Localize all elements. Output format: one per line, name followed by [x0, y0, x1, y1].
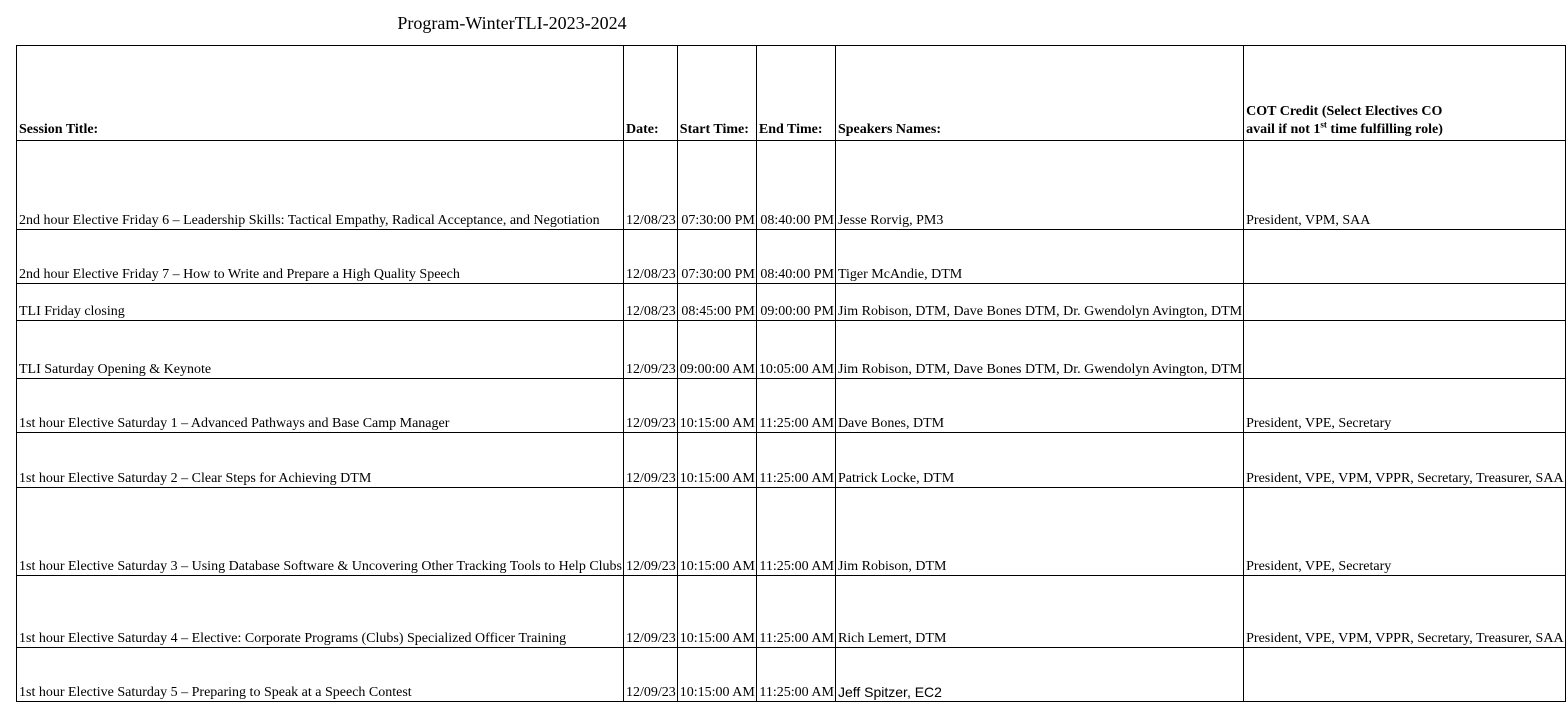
cot-credit-cell: President, VPM, SAA — [1244, 141, 1565, 230]
cot-credit-cell: President, VPE, VPM, VPPR, Secretary, Treasurer, SAA — [1244, 576, 1565, 648]
table-row — [17, 379, 1566, 433]
header-speakers: Speakers Names: — [835, 46, 1243, 141]
table-row — [17, 230, 1566, 284]
end-time-cell: 08:40:00 PM — [756, 230, 835, 284]
date-cell: 12/09/23 — [624, 379, 678, 433]
cot-credit-cell: President, VPE, VPM, VPPR, Secretary, Treasurer, SAA — [1244, 433, 1565, 488]
start-time-cell: 08:45:00 PM — [677, 284, 756, 321]
table-row — [17, 576, 1566, 648]
cot-credit-cell — [1244, 230, 1565, 284]
start-time-cell: 09:00:00 AM — [677, 321, 756, 379]
end-time-cell: 08:40:00 PM — [756, 141, 835, 230]
table-row — [17, 648, 1566, 702]
session-title-cell: 1st hour Elective Saturday 5 – Preparing to Speak at a Speech Contest — [17, 648, 624, 702]
session-title-cell: 1st hour Elective Saturday 4 – Elective: Corporate Programs (Clubs) Specialized Officer Training — [17, 576, 624, 648]
speakers-cell: Jim Robison, DTM, Dave Bones DTM, Dr. Gwendolyn Avington, DTM — [835, 284, 1243, 321]
speakers-cell: Jim Robison, DTM — [835, 488, 1243, 576]
header-session-title: Session Title: — [17, 46, 624, 141]
date-cell: 12/09/23 — [624, 648, 678, 702]
header-cot-line2-pre: avail if not 1 — [1246, 121, 1321, 137]
header-end-time: End Time: — [756, 46, 835, 141]
table-row — [17, 488, 1566, 576]
session-title-cell: 1st hour Elective Saturday 1 – Advanced Pathways and Base Camp Manager — [17, 379, 624, 433]
date-cell: 12/09/23 — [624, 321, 678, 379]
start-time-cell: 10:15:00 AM — [677, 648, 756, 702]
header-cot-sup: st — [1320, 118, 1327, 129]
session-title-cell: 2nd hour Elective Friday 6 – Leadership Skills: Tactical Empathy, Radical Acceptance, and Negotiation — [17, 141, 624, 230]
date-cell: 12/09/23 — [624, 488, 678, 576]
speakers-cell: Jeff Spitzer, EC2 — [835, 648, 1243, 702]
start-time-cell: 10:15:00 AM — [677, 433, 756, 488]
end-time-cell: 10:05:00 AM — [756, 321, 835, 379]
session-title-cell: TLI Friday closing — [17, 284, 624, 321]
speakers-cell: Dave Bones, DTM — [835, 379, 1243, 433]
table-row — [17, 321, 1566, 379]
header-cot-line2-post: time fulfilling role) — [1326, 121, 1443, 137]
session-title-cell: 1st hour Elective Saturday 3 – Using Database Software & Uncovering Other Tracking Tools to Help Clubs — [17, 488, 624, 576]
end-time-cell: 11:25:00 AM — [756, 379, 835, 433]
start-time-cell: 10:15:00 AM — [677, 576, 756, 648]
end-time-cell: 11:25:00 AM — [756, 648, 835, 702]
speakers-cell: Rich Lemert, DTM — [835, 576, 1243, 648]
header-date: Date: — [624, 46, 678, 141]
session-title-cell: 1st hour Elective Saturday 2 – Clear Steps for Achieving DTM — [17, 433, 624, 488]
header-cot-credit — [1244, 46, 1565, 141]
date-cell: 12/08/23 — [624, 284, 678, 321]
table-header-row — [17, 46, 1566, 141]
date-cell: 12/08/23 — [624, 230, 678, 284]
date-cell: 12/08/23 — [624, 141, 678, 230]
end-time-cell: 11:25:00 AM — [756, 488, 835, 576]
cot-credit-cell — [1244, 321, 1565, 379]
session-title-cell: TLI Saturday Opening & Keynote — [17, 321, 624, 379]
start-time-cell: 07:30:00 PM — [677, 141, 756, 230]
start-time-cell: 10:15:00 AM — [677, 379, 756, 433]
start-time-cell: 10:15:00 AM — [677, 488, 756, 576]
speakers-cell: Patrick Locke, DTM — [835, 433, 1243, 488]
header-cot-line1: COT Credit (Select Electives CO — [1246, 104, 1443, 119]
program-table — [16, 45, 1566, 702]
table-row — [17, 141, 1566, 230]
document-title: Program-WinterTLI-2023-2024 — [397, 13, 627, 33]
speakers-cell: Tiger McAndie, DTM — [835, 230, 1243, 284]
end-time-cell: 11:25:00 AM — [756, 576, 835, 648]
end-time-cell: 09:00:00 PM — [756, 284, 835, 321]
end-time-cell: 11:25:00 AM — [756, 433, 835, 488]
cot-credit-cell — [1244, 648, 1565, 702]
table-row — [17, 433, 1566, 488]
session-title-cell: 2nd hour Elective Friday 7 – How to Write and Prepare a High Quality Speech — [17, 230, 624, 284]
speakers-cell: Jim Robison, DTM, Dave Bones DTM, Dr. Gwendolyn Avington, DTM — [835, 321, 1243, 379]
speakers-cell: Jesse Rorvig, PM3 — [835, 141, 1243, 230]
start-time-cell: 07:30:00 PM — [677, 230, 756, 284]
cot-credit-cell: President, VPE, Secretary — [1244, 379, 1565, 433]
table-row — [17, 284, 1566, 321]
cot-credit-cell: President, VPE, Secretary — [1244, 488, 1565, 576]
date-cell: 12/09/23 — [624, 433, 678, 488]
header-start-time: Start Time: — [677, 46, 756, 141]
date-cell: 12/09/23 — [624, 576, 678, 648]
cot-credit-cell — [1244, 284, 1565, 321]
